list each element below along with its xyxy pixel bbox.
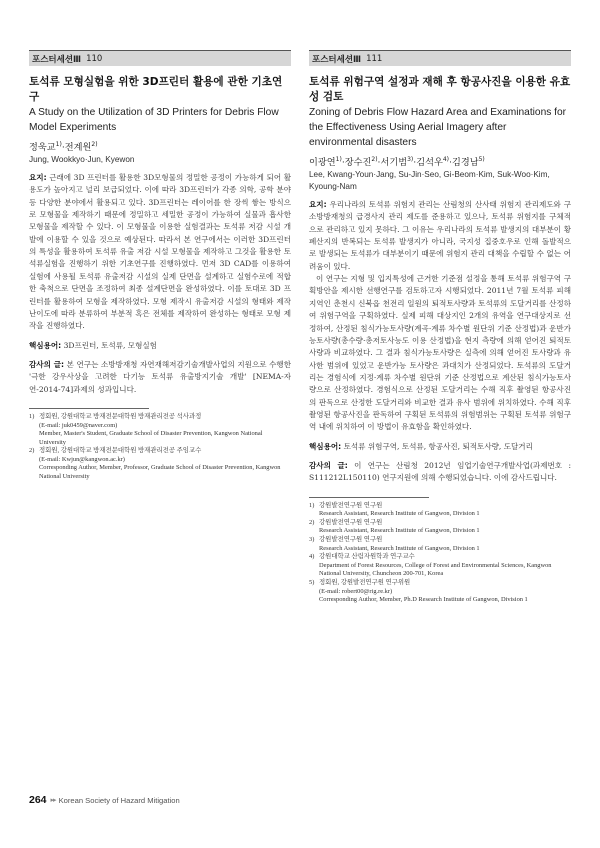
- author-affiliation-mark: 2): [371, 156, 378, 163]
- footnote: [309, 579, 571, 605]
- author-separator: ·: [449, 157, 452, 169]
- abstract-label: 요지:: [309, 200, 327, 210]
- page-footer: [29, 794, 180, 806]
- authors-en: Lee, Kwang-Youn·Jang, Su-Jin·Seo, Gi-Beom·Kim, Suk-Woo·Kim, Kyoung-Nam: [309, 170, 550, 192]
- footnote: [29, 447, 291, 481]
- keywords: [29, 340, 291, 352]
- footnote-line: Corresponding Author, Member, Ph.D Research Institute of Gangwon, Division 1: [319, 596, 528, 604]
- footnote-line: 강원대학교 산림자원학과 연구교수: [319, 553, 415, 561]
- author-name: 이광연: [309, 157, 336, 169]
- session-header: [309, 50, 571, 66]
- footnote-line: Corresponding Author, Member, Professor, Graduate School of Disaster Prevention, Kangwon National University: [39, 464, 281, 481]
- session-number: 111: [366, 53, 383, 64]
- right-abstract: [309, 50, 571, 605]
- author-affiliation-mark: 1): [335, 156, 342, 163]
- footnote-number: 3): [309, 536, 315, 543]
- author-affiliation-mark: 2): [91, 141, 98, 148]
- author-name: 전계원: [64, 142, 92, 154]
- acknowledgement: [29, 359, 291, 396]
- footnote-number: 2): [29, 447, 35, 455]
- author-separator: ·: [341, 157, 345, 169]
- ack-text: 본 연구는 소방방재청 자연재해저감기술개발사업의 지원으로 수행한 '극한 강우사상을 고려한 다기능 토석류 유출방지기술 개발' [NEMA-자연-2014-74]과제의 성과입니다.: [29, 359, 291, 394]
- session-label: 포스터세션Ⅲ: [32, 54, 82, 65]
- keywords-text: 3D프린터, 토석류, 모형실험: [63, 340, 157, 350]
- acknowledgement: [309, 460, 571, 485]
- footnote-line: 정회원, 강원발전연구원 연구위원: [319, 578, 411, 586]
- author-affiliation-mark: 5): [478, 156, 485, 163]
- abstract: [309, 199, 571, 434]
- footnote-line: (E-mail: robert00@rig.re.kr): [319, 587, 393, 595]
- footnote-line: 정회원, 강원대학교 방재전문대학원 방재관리전공 주임교수: [39, 447, 202, 455]
- footnote-line: Research Assistant, Research Institute of Gangwon, Division 1: [319, 544, 480, 552]
- author-name: 장수진: [344, 157, 372, 169]
- abstract-text: 우리나라의 토석류 위험지 관리는 산림청의 산사태 위험지 관리제도와 구 소방방재청의 급경사지 관리 제도를 준용하고 있으나, 토석류 위험지를 구체적으로 관리하고 있지 못하다. 그 이유는 우리나라의 토석류 발생지의 대부분이 황폐산지의 반복되는 토석류 발생지가 아니라, 국지성 집중호우로 인해 돌발적으로 발생되는 토석류가 대부분이기 때문에 위험지 관리 대책을 수립할 수 없는 어려움이 있다.: [309, 200, 571, 271]
- ack-label: 감사의 글:: [29, 359, 65, 369]
- author-name: 김경남: [451, 157, 479, 169]
- author-separator: ·: [61, 142, 65, 154]
- footnote-line: 강원발전연구원 연구원: [319, 518, 383, 526]
- footnote: [309, 553, 571, 579]
- double-arrow-icon: ▸▸: [50, 797, 56, 804]
- footnote-line: Research Assistant, Research Institute of Gangwon, Division 1: [319, 510, 480, 518]
- footnote-line: 정회원, 강원대학교 방재전문대학원 방재관리전공 석사과정: [39, 412, 202, 420]
- session-header: [29, 50, 291, 66]
- authors-en: Jung, Wookkyo·Jun, Kyewon: [29, 155, 135, 165]
- footnote-number: 5): [309, 578, 315, 586]
- ack-label: 감사의 글:: [309, 460, 348, 470]
- society-name: Korean Society of Hazard Mitigation: [58, 795, 180, 805]
- session-label: 포스터세션Ⅲ: [312, 54, 362, 65]
- footnote-line: 강원발전연구원 연구원: [319, 536, 383, 543]
- footnote-line: (E-mail: juk0459@naver.com): [39, 421, 118, 429]
- authors-ko: [29, 138, 291, 154]
- footnote-divider: [29, 408, 149, 409]
- author-name: 김석우: [416, 157, 443, 169]
- keywords: [309, 441, 571, 453]
- abstract-label: 요지:: [29, 173, 47, 183]
- keywords-text: 토석류 위험구역, 토석류, 항공사진, 퇴적토사량, 도달거리: [343, 441, 533, 451]
- footnote-number: 2): [309, 518, 315, 526]
- author-affiliation-mark: 1): [55, 141, 62, 148]
- footnote-number: 4): [309, 553, 315, 561]
- footnote-divider: [309, 497, 429, 498]
- authors-ko: [309, 153, 571, 169]
- paper-title-ko: 토석류 모형실험을 위한 3D프린터 활용에 관한 기초연구: [29, 76, 283, 103]
- footnote-line: Department of Forest Resources, College of Forest and Environmental Sciences, Kangwon National University, Chuncheon 200-701, Korea: [319, 561, 552, 578]
- footnote-line: (E-mail: Kwjun@kangwon.ac.kr): [39, 455, 125, 463]
- paper-title-en: A Study on the Utilization of 3D Printers for Debris Flow Model Experiments: [29, 107, 279, 133]
- author-name: 정욱교: [29, 142, 56, 154]
- ack-text: 이 연구는 산림청 2012년 임업기술연구개발사업(과제번호 : S111212L150110) 연구지원에 의해 수행되었습니다. 이에 감사드립니다.: [309, 460, 571, 483]
- author-affiliation-mark: 4): [442, 156, 450, 163]
- keywords-label: 핵심용어:: [309, 441, 342, 451]
- author-affiliation-mark: 3): [407, 156, 414, 163]
- abstract-text: 근래에 3D 프린터를 활용한 3D모형물의 정밀한 공정이 가능하게 되어 활용도가 높아지고 널리 보급되었다. 이에 따라 3D프린터가 각종 의학, 공학 분야 등 다양한 분야에서 활용되고 있다. 3D프린터는 레이어를 한 장씩 쌓는 방식으로 모형물을 제작하기 때문에 정밀하고 세밀한 공정이 가능하여 실물과 흡사한 모형물을 제작할 수 있다. 이 모형물을 이용한 실험결과는 토석류 저감 시설 개발에 이용할 수 있을 것으로 예상된다. 따라서 본 연구에서는 이러한 3D프린터의 특성을 활용하여 토석류 유출 저감 시설 모형물을 제작하고 그것을 활용한 토석류실험을 진행하기 위한 기초연구를 진행하였다. 먼저 3D CAD를 이용하여 실험에 사용될 토석류 유출저감 시설의 실제 단면을 설계하고 실험수로에 적합한 축척으로 단면을 조정하여 최종 설계단면을 완성하였다. 이를 토대로 3D 프린터를 활용하여 모형을 제작하였다. 모형 제작시 유출저감 시설의 형태와 제작 난이도에 따라 분류하여 부분적 혹은 전체를 제작하여 완성하는 형태로 모형 제작을 진행하였다.: [29, 173, 291, 331]
- footnote-line: Member, Master's Student, Graduate School of Disaster Prevention, Kangwon National University: [39, 430, 263, 446]
- footnote-line: Research Assistant, Research Institute of Gangwon, Division 1: [319, 527, 480, 535]
- footnotes: [309, 502, 571, 605]
- paper-title-en: Zoning of Debris Flow Hazard Area and Examinations for the Effectiveness Using Aerial Imagery after environmental disasters: [309, 107, 567, 148]
- session-number: 110: [86, 53, 103, 64]
- footnote: [29, 413, 291, 447]
- keywords-label: 핵심용어:: [29, 340, 62, 350]
- author-name: 서기범: [380, 157, 408, 169]
- footnote: [309, 536, 571, 553]
- footnote: [309, 502, 571, 519]
- abstract: [29, 172, 291, 332]
- left-abstract: [29, 50, 291, 482]
- paper-title-ko: 토석류 위험구역 설정과 재해 후 항공사진을 이용한 유효성 검토: [309, 76, 571, 103]
- footnote-number: 1): [29, 412, 35, 420]
- page-number: 264: [29, 794, 47, 806]
- footnote-number: 1): [309, 501, 315, 509]
- author-separator: ·: [377, 157, 381, 169]
- footnotes: [29, 413, 291, 482]
- abstract-paragraph: 이 연구는 지형 및 입지특성에 근거한 기준점 설정을 통해 토석류 위험구역 구획방안을 제시한 선행연구를 검토하고자 시행되었다. 2011년 7월 토석류 피해지역인 춘천시 신북읍 천전리 일원의 퇴적토사량과 토석류의 도달거리를 산정하여 위험구역을 구획하였다. 실제 피해 대상지인 2개의 유역을 연구대상지로 선정하여, 산정된 침식가능토사량(계곡·계류 차수별 원단위 기준 산정법)과 운반가능토사량(총수량·총저토사능도 이용 산정법)을 현지 측량에 의해 얻어진 퇴적토사량과 비교하였다. 그 결과 침식가능토사량은 실측에 의해 얻어진 토사량과 유사한 범위에 있었고 운반가능 토사량은 과대치가 산정되었다. 토석류의 도달거리는 경험식에 지정·계류 차수별 원단위 기준 산정법으로 계산된 침식가능토사량으로 산정하였다. 경험식으로 산정된 도달거리는 수해 직후 촬영된 항공사진의 판독으로 산정한 도달거리와 비교한 결과 유사 범위에 위치하였다. 수해 직후 촬영된 항공사진을 판독하여 구획된 토석류의 위험범위는 구획된 토석류 위험구역 내에 위치하여 이 방법이 유효함을 확인하였다.: [309, 274, 571, 432]
- footnote: [309, 519, 571, 536]
- footnote-line: 강원발전연구원 연구원: [319, 501, 383, 509]
- author-separator: ·: [413, 157, 417, 169]
